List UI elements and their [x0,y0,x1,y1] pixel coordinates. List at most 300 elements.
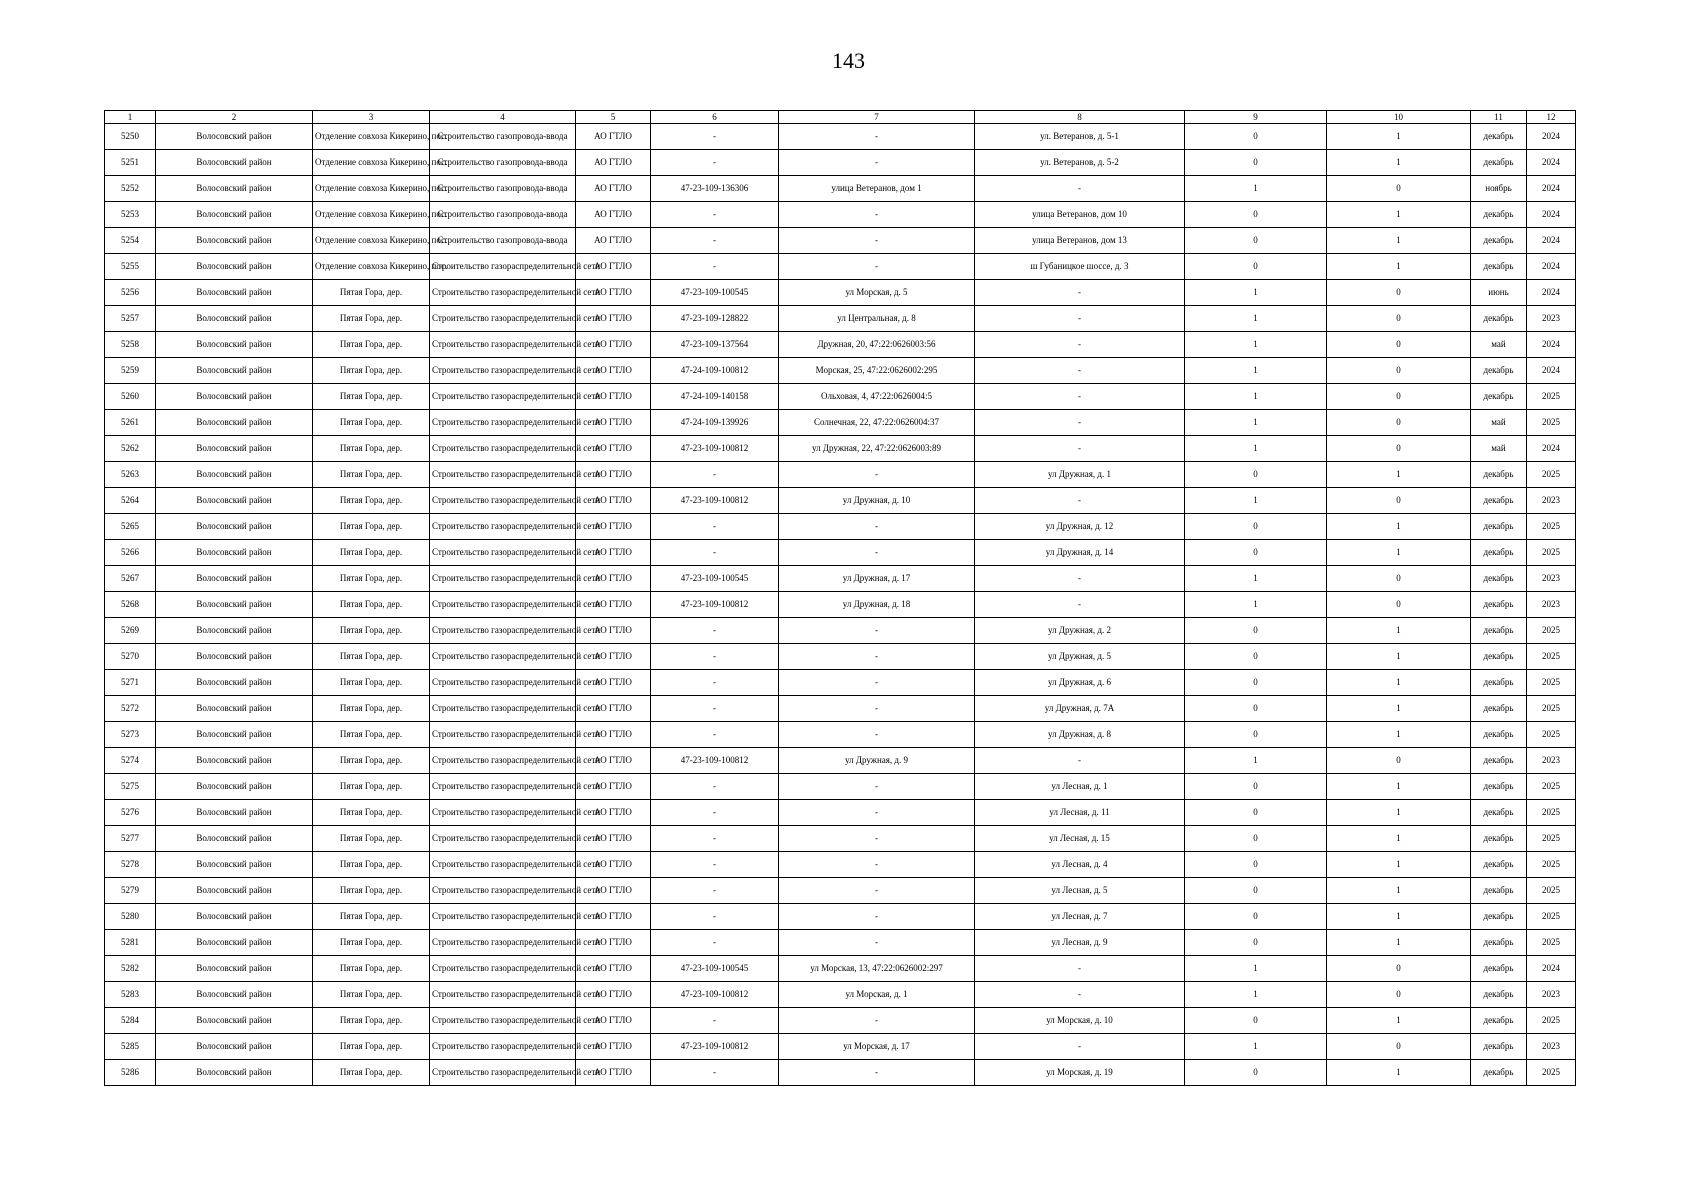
cell-address-no-contract: ул Морская, д. 19 [975,1060,1185,1086]
cell-count-b: 0 [1327,1034,1471,1060]
cell-district: Волосовский район [156,540,313,566]
cell-count-a: 0 [1185,1060,1327,1086]
cell-organization: АО ГТЛО [576,384,651,410]
table-row [105,774,1576,800]
cell-count-b: 1 [1327,150,1471,176]
cell-month: декабрь [1471,150,1527,176]
table-row [105,488,1576,514]
cell-year: 2025 [1527,852,1576,878]
cell-district: Волосовский район [156,748,313,774]
cell-year: 2024 [1527,202,1576,228]
cell-address-no-contract: - [975,982,1185,1008]
cell-month: декабрь [1471,1060,1527,1086]
cell-district: Волосовский район [156,904,313,930]
cell-organization: АО ГТЛО [576,436,651,462]
cell-organization: АО ГТЛО [576,956,651,982]
cell-year: 2023 [1527,488,1576,514]
table-row [105,592,1576,618]
cell-application-number: 47-23-109-136306 [651,176,779,202]
cell-organization: АО ГТЛО [576,514,651,540]
table-row [105,462,1576,488]
cell-row-number: 5283 [105,982,156,1008]
cell-district: Волосовский район [156,878,313,904]
cell-address-no-contract: ул Лесная, д. 1 [975,774,1185,800]
cell-year: 2025 [1527,904,1576,930]
cell-year: 2023 [1527,566,1576,592]
cell-settlement: Пятая Гора, дер. [313,982,430,1008]
cell-settlement: Отделение совхоза Кикерино, пос. [313,254,430,280]
cell-month: декабрь [1471,1034,1527,1060]
column-header-4: 4 [430,111,576,124]
cell-row-number: 5255 [105,254,156,280]
cell-year: 2025 [1527,384,1576,410]
cell-organization: АО ГТЛО [576,1034,651,1060]
cell-count-b: 0 [1327,358,1471,384]
cell-object-type: Строительство газопровода-ввода [430,150,576,176]
cell-district: Волосовский район [156,618,313,644]
cell-object-type: Строительство газораспределительной сети [430,930,576,956]
cell-application-number: - [651,800,779,826]
page-number: 143 [832,48,865,73]
cell-row-number: 5256 [105,280,156,306]
cell-district: Волосовский район [156,462,313,488]
cell-address-no-contract: ул Дружная, д. 12 [975,514,1185,540]
cell-district: Волосовский район [156,384,313,410]
table-row [105,1008,1576,1034]
cell-settlement: Пятая Гора, дер. [313,748,430,774]
cell-count-a: 0 [1185,774,1327,800]
cell-year: 2024 [1527,280,1576,306]
cell-object-type: Строительство газопровода-ввода [430,202,576,228]
cell-object-type: Строительство газораспределительной сети [430,254,576,280]
cell-settlement: Пятая Гора, дер. [313,774,430,800]
cell-year: 2025 [1527,618,1576,644]
cell-count-b: 1 [1327,462,1471,488]
cell-application-number: 47-24-109-140158 [651,384,779,410]
cell-count-b: 1 [1327,618,1471,644]
cell-organization: АО ГТЛО [576,280,651,306]
cell-application-number: - [651,618,779,644]
cell-organization: АО ГТЛО [576,202,651,228]
cell-row-number: 5272 [105,696,156,722]
cell-count-b: 1 [1327,644,1471,670]
cell-address-no-contract: ул Дружная, д. 8 [975,722,1185,748]
cell-object-type: Строительство газораспределительной сети [430,306,576,332]
cell-address-no-contract: ул Лесная, д. 11 [975,800,1185,826]
cell-object-type: Строительство газораспределительной сети [430,956,576,982]
column-header-6: 6 [651,111,779,124]
cell-year: 2025 [1527,1008,1576,1034]
cell-count-a: 1 [1185,488,1327,514]
cell-organization: АО ГТЛО [576,358,651,384]
cell-address-contract: - [779,540,975,566]
cell-address-no-contract: - [975,384,1185,410]
column-header-2: 2 [156,111,313,124]
cell-count-b: 1 [1327,228,1471,254]
cell-settlement: Пятая Гора, дер. [313,618,430,644]
cell-count-b: 1 [1327,826,1471,852]
cell-row-number: 5269 [105,618,156,644]
cell-organization: АО ГТЛО [576,332,651,358]
cell-month: декабрь [1471,982,1527,1008]
cell-district: Волосовский район [156,566,313,592]
cell-row-number: 5254 [105,228,156,254]
cell-address-no-contract: ул Морская, д. 10 [975,1008,1185,1034]
cell-count-a: 0 [1185,878,1327,904]
cell-address-contract: - [779,124,975,150]
column-header-8: 8 [975,111,1185,124]
cell-settlement: Пятая Гора, дер. [313,1008,430,1034]
cell-address-contract: - [779,670,975,696]
cell-year: 2025 [1527,800,1576,826]
cell-settlement: Пятая Гора, дер. [313,956,430,982]
cell-address-contract: - [779,1008,975,1034]
cell-row-number: 5265 [105,514,156,540]
cell-month: декабрь [1471,774,1527,800]
cell-organization: АО ГТЛО [576,748,651,774]
cell-count-b: 1 [1327,1060,1471,1086]
cell-count-a: 1 [1185,332,1327,358]
table-row [105,228,1576,254]
cell-settlement: Отделение совхоза Кикерино, пос. [313,124,430,150]
table-row [105,410,1576,436]
cell-address-contract: ул Морская, д. 1 [779,982,975,1008]
cell-row-number: 5271 [105,670,156,696]
cell-address-contract: - [779,904,975,930]
cell-month: декабрь [1471,254,1527,280]
cell-address-no-contract: - [975,436,1185,462]
cell-settlement: Отделение совхоза Кикерино, пос. [313,176,430,202]
cell-object-type: Строительство газораспределительной сети [430,566,576,592]
cell-year: 2024 [1527,176,1576,202]
cell-settlement: Пятая Гора, дер. [313,800,430,826]
cell-count-b: 1 [1327,540,1471,566]
cell-count-a: 0 [1185,124,1327,150]
table-row [105,670,1576,696]
table-row [105,540,1576,566]
cell-organization: АО ГТЛО [576,826,651,852]
cell-settlement: Пятая Гора, дер. [313,826,430,852]
cell-address-contract: - [779,696,975,722]
table-row [105,254,1576,280]
cell-address-contract: Ольховая, 4, 47:22:0626004:5 [779,384,975,410]
cell-address-contract: - [779,644,975,670]
cell-row-number: 5282 [105,956,156,982]
cell-row-number: 5262 [105,436,156,462]
cell-row-number: 5270 [105,644,156,670]
cell-count-b: 1 [1327,696,1471,722]
table-body [105,124,1576,1086]
cell-row-number: 5266 [105,540,156,566]
cell-object-type: Строительство газопровода-ввода [430,124,576,150]
cell-object-type: Строительство газораспределительной сети [430,514,576,540]
cell-object-type: Строительство газораспределительной сети [430,384,576,410]
cell-application-number: 47-23-109-100545 [651,956,779,982]
cell-address-no-contract: - [975,488,1185,514]
cell-application-number: - [651,722,779,748]
cell-application-number: 47-23-109-100812 [651,1034,779,1060]
cell-settlement: Пятая Гора, дер. [313,410,430,436]
cell-address-no-contract: - [975,358,1185,384]
cell-organization: АО ГТЛО [576,644,651,670]
cell-settlement: Пятая Гора, дер. [313,904,430,930]
column-header-3: 3 [313,111,430,124]
column-header-11: 11 [1471,111,1527,124]
cell-district: Волосовский район [156,826,313,852]
cell-month: декабрь [1471,722,1527,748]
cell-count-a: 1 [1185,566,1327,592]
table-row [105,358,1576,384]
cell-settlement: Пятая Гора, дер. [313,670,430,696]
cell-settlement: Пятая Гора, дер. [313,358,430,384]
table-row [105,384,1576,410]
cell-count-a: 0 [1185,826,1327,852]
cell-count-a: 1 [1185,306,1327,332]
cell-address-contract: ул Центральная, д. 8 [779,306,975,332]
cell-month: декабрь [1471,1008,1527,1034]
cell-count-b: 1 [1327,904,1471,930]
cell-district: Волосовский район [156,592,313,618]
cell-year: 2024 [1527,436,1576,462]
cell-row-number: 5250 [105,124,156,150]
cell-object-type: Строительство газораспределительной сети [430,592,576,618]
cell-year: 2025 [1527,514,1576,540]
cell-settlement: Отделение совхоза Кикерино, пос. [313,202,430,228]
cell-row-number: 5260 [105,384,156,410]
cell-object-type: Строительство газораспределительной сети [430,670,576,696]
cell-object-type: Строительство газораспределительной сети [430,826,576,852]
cell-settlement: Пятая Гора, дер. [313,462,430,488]
cell-count-b: 0 [1327,332,1471,358]
cell-settlement: Пятая Гора, дер. [313,592,430,618]
cell-count-b: 1 [1327,254,1471,280]
table-row [105,644,1576,670]
cell-row-number: 5275 [105,774,156,800]
cell-district: Волосовский район [156,410,313,436]
cell-count-a: 1 [1185,280,1327,306]
cell-month: декабрь [1471,852,1527,878]
cell-object-type: Строительство газораспределительной сети [430,540,576,566]
cell-year: 2025 [1527,774,1576,800]
cell-district: Волосовский район [156,176,313,202]
cell-address-contract: - [779,254,975,280]
cell-month: декабрь [1471,462,1527,488]
cell-year: 2025 [1527,696,1576,722]
cell-organization: АО ГТЛО [576,904,651,930]
cell-settlement: Пятая Гора, дер. [313,852,430,878]
cell-address-no-contract: - [975,566,1185,592]
cell-organization: АО ГТЛО [576,410,651,436]
cell-object-type: Строительство газораспределительной сети [430,410,576,436]
cell-count-b: 1 [1327,800,1471,826]
cell-month: декабрь [1471,540,1527,566]
cell-row-number: 5279 [105,878,156,904]
cell-count-a: 0 [1185,904,1327,930]
cell-count-b: 1 [1327,852,1471,878]
cell-address-no-contract: - [975,748,1185,774]
cell-application-number: - [651,202,779,228]
cell-month: декабрь [1471,488,1527,514]
cell-row-number: 5252 [105,176,156,202]
cell-count-b: 1 [1327,930,1471,956]
cell-count-b: 1 [1327,670,1471,696]
cell-year: 2024 [1527,150,1576,176]
cell-count-b: 0 [1327,436,1471,462]
cell-address-contract: Дружная, 20, 47:22:0626003:56 [779,332,975,358]
table-row [105,696,1576,722]
cell-address-contract: - [779,930,975,956]
cell-object-type: Строительство газораспределительной сети [430,280,576,306]
cell-application-number: - [651,670,779,696]
cell-application-number: 47-23-109-100812 [651,436,779,462]
cell-application-number: 47-23-109-137564 [651,332,779,358]
cell-row-number: 5281 [105,930,156,956]
cell-row-number: 5277 [105,826,156,852]
cell-count-a: 1 [1185,384,1327,410]
table-row [105,748,1576,774]
cell-year: 2024 [1527,956,1576,982]
cell-address-no-contract: улица Ветеранов, дом 13 [975,228,1185,254]
cell-row-number: 5286 [105,1060,156,1086]
table-row [105,1034,1576,1060]
cell-district: Волосовский район [156,930,313,956]
cell-district: Волосовский район [156,644,313,670]
cell-address-contract: - [779,514,975,540]
cell-row-number: 5268 [105,592,156,618]
cell-month: декабрь [1471,124,1527,150]
cell-month: декабрь [1471,930,1527,956]
cell-district: Волосовский район [156,332,313,358]
cell-address-no-contract: - [975,332,1185,358]
cell-year: 2023 [1527,1034,1576,1060]
cell-count-b: 1 [1327,514,1471,540]
cell-count-a: 1 [1185,982,1327,1008]
cell-month: декабрь [1471,956,1527,982]
cell-month: декабрь [1471,670,1527,696]
cell-organization: АО ГТЛО [576,566,651,592]
cell-count-b: 0 [1327,488,1471,514]
cell-year: 2025 [1527,722,1576,748]
cell-month: май [1471,332,1527,358]
cell-year: 2023 [1527,748,1576,774]
table-row [105,852,1576,878]
cell-settlement: Пятая Гора, дер. [313,384,430,410]
cell-address-no-contract: - [975,306,1185,332]
cell-count-a: 0 [1185,618,1327,644]
cell-count-a: 0 [1185,150,1327,176]
cell-district: Волосовский район [156,696,313,722]
cell-object-type: Строительство газораспределительной сети [430,748,576,774]
cell-address-no-contract: ул Дружная, д. 14 [975,540,1185,566]
cell-application-number: - [651,930,779,956]
cell-count-a: 0 [1185,202,1327,228]
cell-address-contract: - [779,1060,975,1086]
cell-address-contract: ул Дружная, д. 18 [779,592,975,618]
cell-district: Волосовский район [156,202,313,228]
cell-application-number: 47-23-109-100812 [651,592,779,618]
cell-month: декабрь [1471,800,1527,826]
cell-month: май [1471,436,1527,462]
cell-address-no-contract: ул Дружная, д. 2 [975,618,1185,644]
table-row [105,722,1576,748]
cell-organization: АО ГТЛО [576,306,651,332]
cell-month: декабрь [1471,228,1527,254]
cell-district: Волосовский район [156,254,313,280]
cell-address-contract: - [779,852,975,878]
cell-application-number: - [651,228,779,254]
cell-count-a: 1 [1185,1034,1327,1060]
table-row [105,878,1576,904]
cell-organization: АО ГТЛО [576,150,651,176]
cell-count-a: 1 [1185,956,1327,982]
cell-object-type: Строительство газораспределительной сети [430,1060,576,1086]
cell-object-type: Строительство газораспределительной сети [430,462,576,488]
cell-month: декабрь [1471,696,1527,722]
cell-district: Волосовский район [156,280,313,306]
cell-address-contract: - [779,150,975,176]
table-row [105,176,1576,202]
cell-row-number: 5280 [105,904,156,930]
cell-address-contract: ул Дружная, д. 9 [779,748,975,774]
cell-object-type: Строительство газораспределительной сети [430,436,576,462]
cell-month: декабрь [1471,202,1527,228]
cell-count-a: 0 [1185,722,1327,748]
cell-year: 2024 [1527,254,1576,280]
table-row [105,982,1576,1008]
cell-district: Волосовский район [156,488,313,514]
cell-address-contract: - [779,800,975,826]
cell-organization: АО ГТЛО [576,228,651,254]
cell-object-type: Строительство газораспределительной сети [430,618,576,644]
cell-address-no-contract: ул Дружная, д. 6 [975,670,1185,696]
cell-address-no-contract: ул Лесная, д. 9 [975,930,1185,956]
cell-address-contract: ул Морская, д. 17 [779,1034,975,1060]
cell-application-number: 47-23-109-100545 [651,280,779,306]
cell-organization: АО ГТЛО [576,176,651,202]
table-row [105,150,1576,176]
cell-settlement: Пятая Гора, дер. [313,514,430,540]
cell-month: май [1471,410,1527,436]
cell-year: 2025 [1527,930,1576,956]
cell-address-no-contract: ул. Ветеранов, д. 5-2 [975,150,1185,176]
cell-settlement: Пятая Гора, дер. [313,1060,430,1086]
cell-row-number: 5276 [105,800,156,826]
cell-object-type: Строительство газораспределительной сети [430,644,576,670]
cell-object-type: Строительство газопровода-ввода [430,228,576,254]
cell-organization: АО ГТЛО [576,852,651,878]
cell-year: 2023 [1527,592,1576,618]
cell-row-number: 5273 [105,722,156,748]
cell-count-b: 0 [1327,176,1471,202]
cell-count-a: 0 [1185,540,1327,566]
cell-district: Волосовский район [156,306,313,332]
cell-year: 2024 [1527,358,1576,384]
cell-year: 2024 [1527,228,1576,254]
cell-address-no-contract: ул Лесная, д. 7 [975,904,1185,930]
cell-organization: АО ГТЛО [576,722,651,748]
cell-count-b: 1 [1327,124,1471,150]
cell-organization: АО ГТЛО [576,774,651,800]
cell-count-b: 0 [1327,982,1471,1008]
cell-year: 2025 [1527,644,1576,670]
cell-address-no-contract: ш Губаницкое шоссе, д. 3 [975,254,1185,280]
cell-district: Волосовский район [156,670,313,696]
cell-object-type: Строительство газораспределительной сети [430,696,576,722]
cell-district: Волосовский район [156,436,313,462]
cell-count-b: 0 [1327,956,1471,982]
cell-organization: АО ГТЛО [576,124,651,150]
cell-address-contract: - [779,722,975,748]
